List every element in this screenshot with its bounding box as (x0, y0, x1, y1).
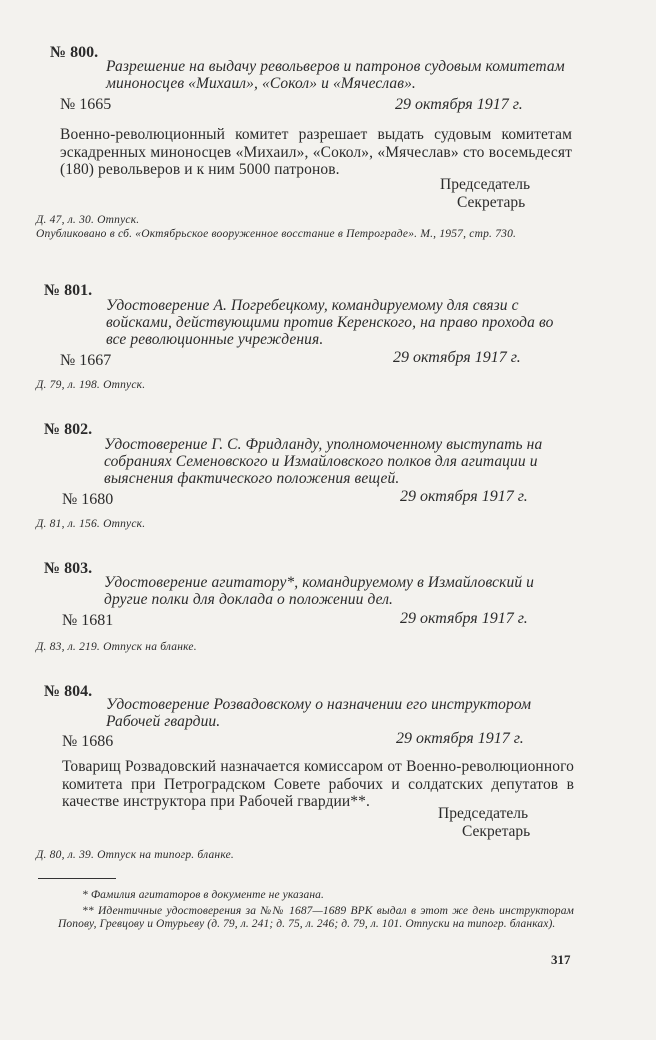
footnote-1: * Фамилия агитаторов в документе не указана. (82, 889, 324, 901)
doc-803-archive-ref: Д. 83, л. 219. Отпуск на бланке. (36, 641, 197, 653)
doc-801-archive-ref: Д. 79, л. 198. Отпуск. (36, 379, 146, 391)
doc-800-title: Разрешение на выдачу револьверов и патронов судовым комитетам миноносцев «Михаил», «Сокол» и «Мячеслав». (106, 58, 565, 92)
doc-803-title: Удостоверение агитатору*, командируемому в Измайловский и другие полки для доклада о положении дел. (104, 574, 535, 608)
doc-804-archive-ref: Д. 80, л. 39. Отпуск на типогр. бланке. (36, 849, 235, 861)
doc-802-archive-ref: Д. 81, л. 156. Отпуск. (36, 518, 146, 530)
doc-800-body: Военно-революционный комитет разрешает выдать судовым комитетам эскадренных миноносцев «Михаил», «Сокол», «Мячеслав» сто восемьдесят (180) револьверов и к ним 5000 патронов. (60, 126, 572, 178)
doc-800-reg-number: № 1665 (60, 96, 112, 113)
doc-801-title: Удостоверение А. Погребецкому, командируемому для связи с войсками, действующими против Керенского, на право прохода во все революционные учреждения. (106, 297, 554, 348)
doc-803-number: № 803. (44, 560, 93, 577)
doc-800-date: 29 октября 1917 г. (395, 96, 523, 113)
doc-800-signature-chair: Председатель (440, 176, 531, 193)
doc-801-date: 29 октября 1917 г. (393, 349, 521, 366)
doc-802-title: Удостоверение Г. С. Фридланду, уполномоченному выступать на собраниях Семеновского и Измайловского полков для агитации и выяснения фактического положения вещей. (104, 436, 543, 487)
footnote-2: ** Идентичные удостоверения за №№ 1687—1689 ВРК выдал в этот же день инструкторам Попову, Гревцову и Отурьеву (д. 79, л. 241; д. 75, л. 246; д. 79, л. 101. Отпуски на типогр. бланках). (58, 905, 574, 930)
doc-804-number: № 804. (44, 683, 93, 700)
doc-800-publication-ref: Опубликовано в сб. «Октябрьское вооруженное восстание в Петрограде». М., 1957, стр. 730. (36, 228, 517, 240)
doc-802-date: 29 октября 1917 г. (400, 488, 528, 505)
doc-804-body: Товарищ Розвадовский назначается комиссаром от Военно-революционного комитета при Петроградском Совете рабочих и солдатских депутатов в качестве инструктора при Рабочей гвардии**. (62, 758, 574, 810)
doc-803-reg-number: № 1681 (62, 612, 114, 629)
doc-804-reg-number: № 1686 (62, 733, 114, 750)
doc-804-title: Удостоверение Розвадовскому о назначении его инструктором Рабочей гвардии. (106, 696, 532, 730)
page-number: 317 (551, 952, 571, 967)
doc-804-date: 29 октября 1917 г. (396, 730, 524, 747)
doc-800-signature-secretary: Секретарь (457, 194, 526, 211)
doc-802-number: № 802. (44, 421, 93, 438)
footnote-divider (38, 878, 116, 879)
doc-801-number: № 801. (44, 282, 93, 299)
doc-800-number: № 800. (50, 44, 99, 61)
doc-802-reg-number: № 1680 (62, 491, 114, 508)
doc-804-signature-secretary: Секретарь (462, 823, 531, 840)
doc-801-reg-number: № 1667 (60, 352, 112, 369)
doc-800-archive-ref: Д. 47, л. 30. Отпуск. (36, 214, 140, 226)
doc-803-date: 29 октября 1917 г. (400, 610, 528, 627)
doc-804-signature-chair: Председатель (438, 805, 529, 822)
